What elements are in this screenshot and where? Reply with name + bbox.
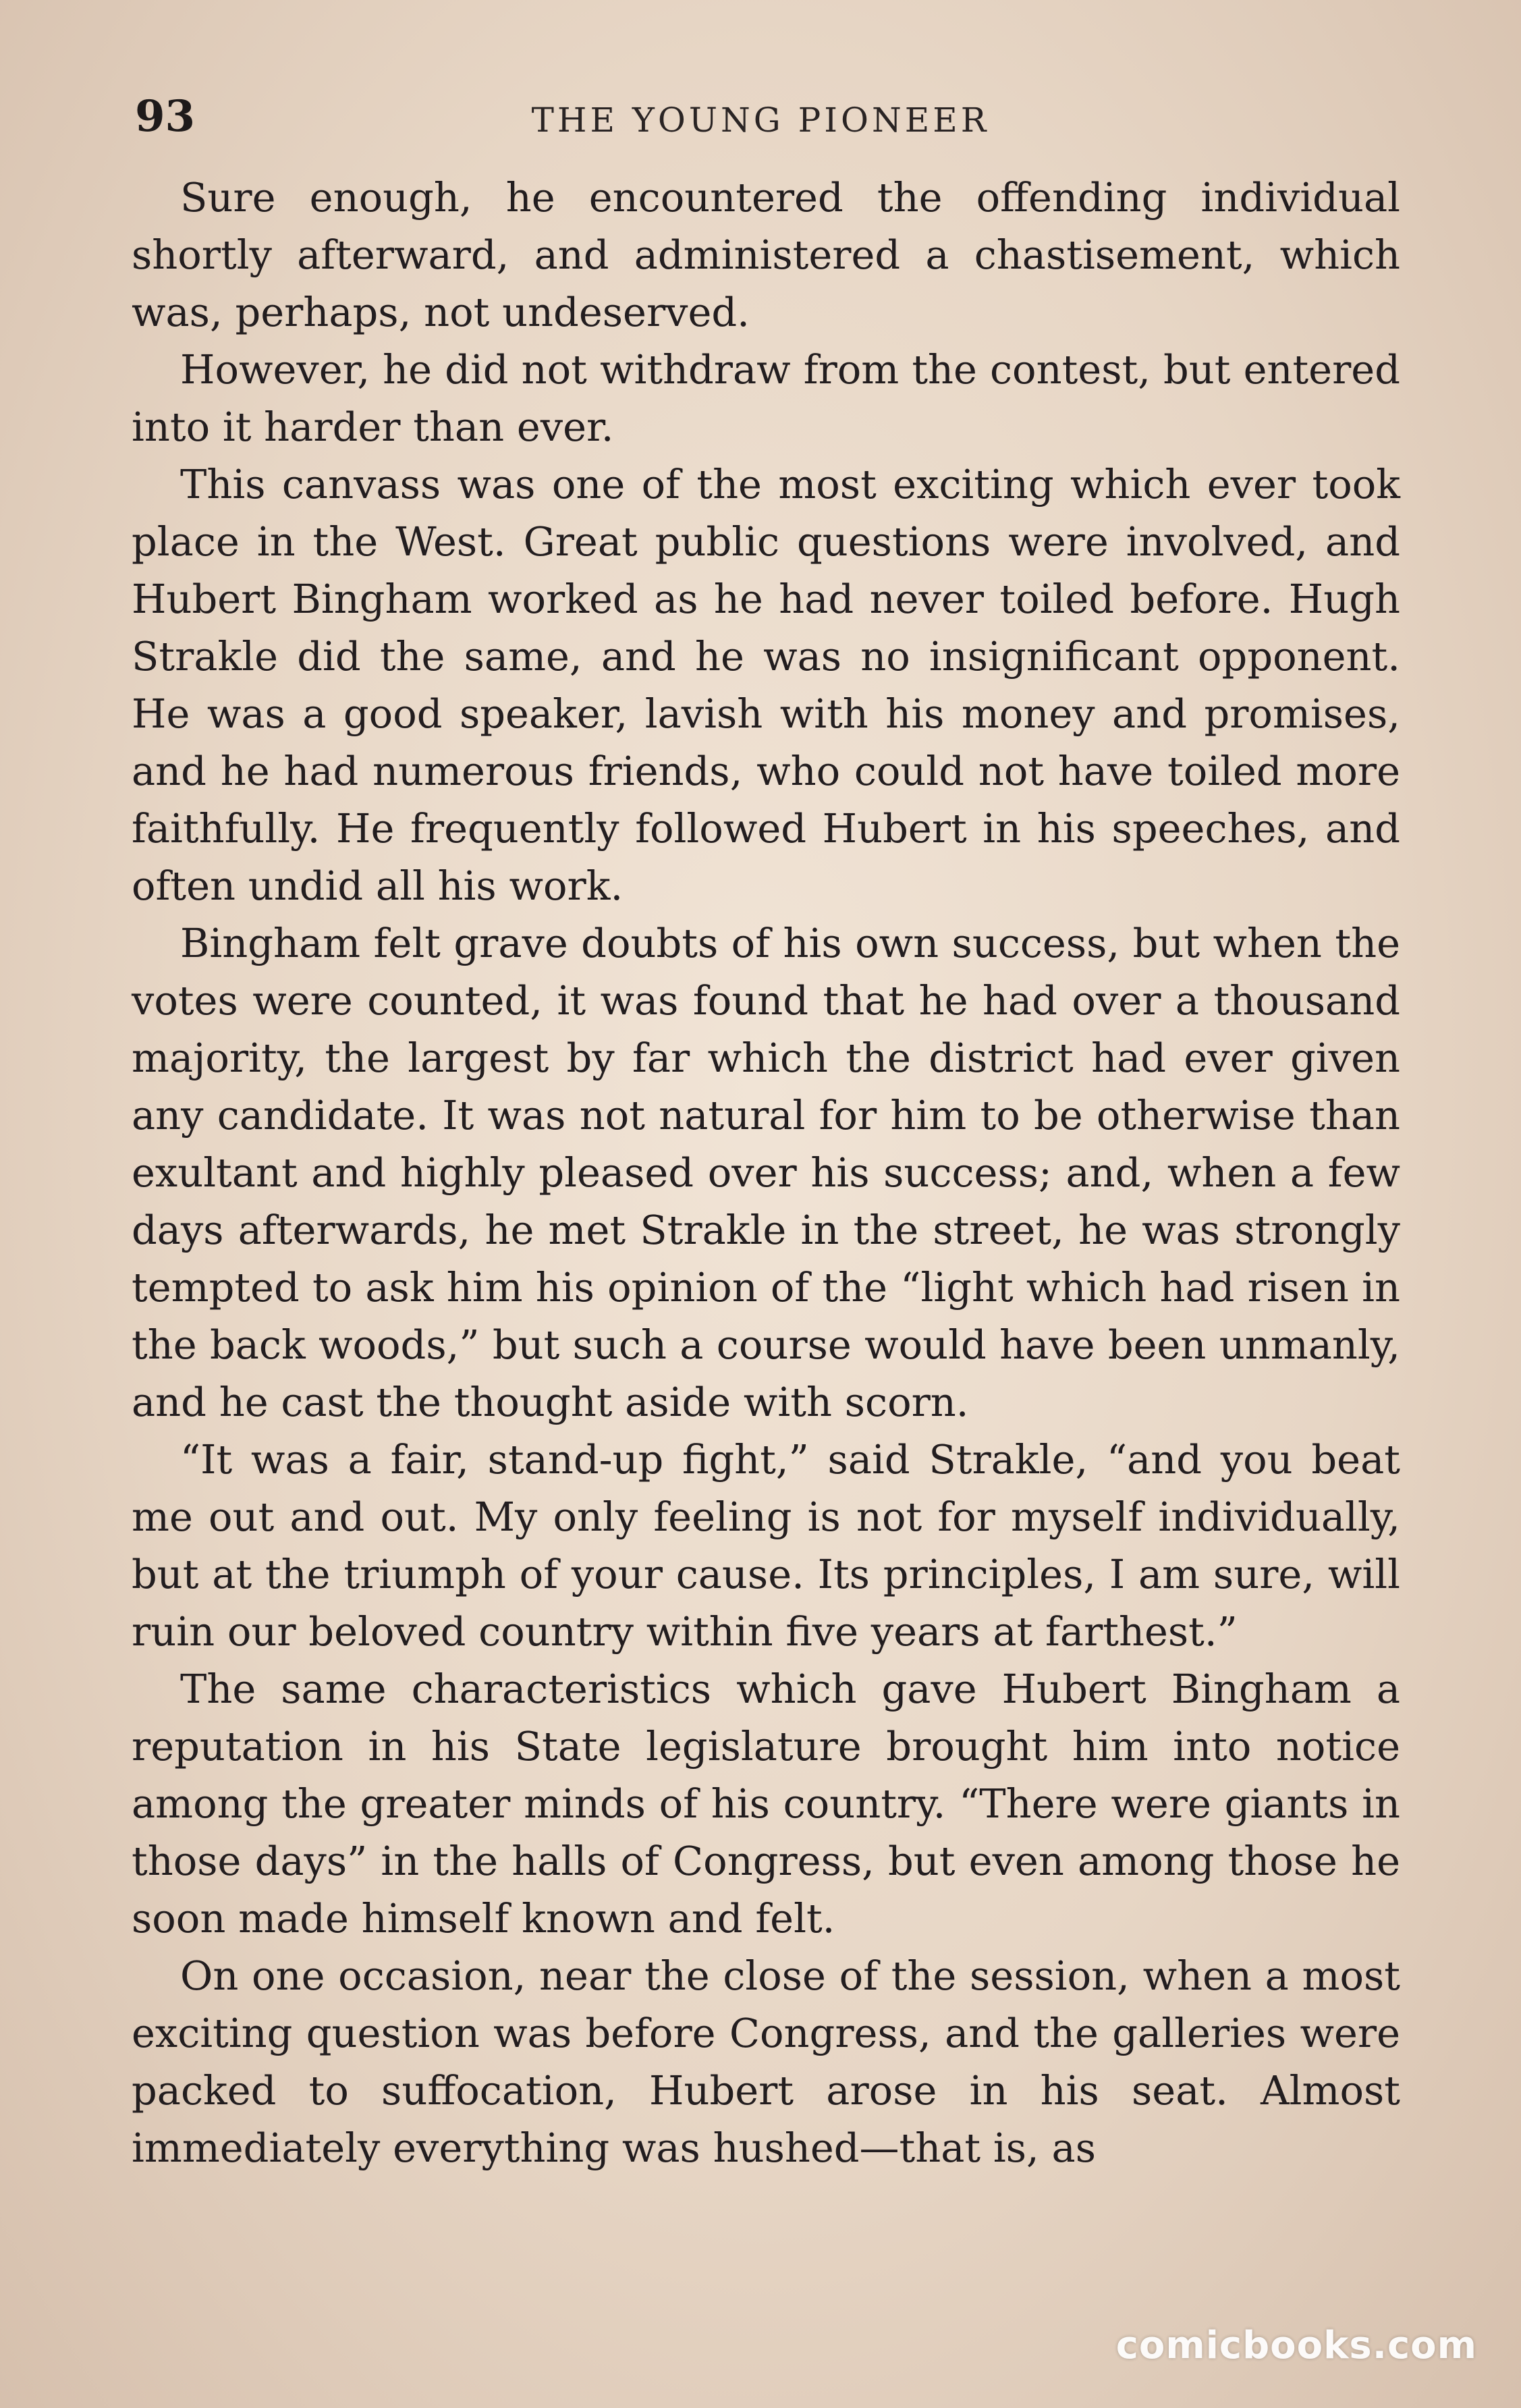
- paragraph-3: This canvass was one of the most exciting which ever took place in the West. Great public questions were involved, and Hubert Bingham worked as he had never toiled before. Hugh Strakle did the same, and he was no insignificant opponent. He was a good speaker, lavish with his money and promises, and he had numerous friends, who could not have toiled more faithfully. He frequently followed Hubert in his speeches, and often undid all his work.: [132, 461, 1400, 909]
- running-head: THE YOUNG PIONEER: [531, 101, 990, 140]
- watermark-logo: comicbooks.com: [1115, 2324, 1477, 2368]
- paragraph-5: “It was a fair, stand-up fight,” said Strakle, “and you beat me out and out. My only feeling is not for myself individually, but at the triumph of your cause. Its principles, I am sure, will ruin our beloved country within five years at farthest.”: [132, 1436, 1400, 1655]
- paragraph-1: Sure enough, he encountered the offending individual shortly afterward, and administered a chastisement, which was, perhaps, not undeserved.: [132, 174, 1400, 335]
- paragraph-7: On one occasion, near the close of the session, when a most exciting question was before Congress, and the galleries were packed to suffocation, Hubert arose in his seat. Almost immediately everything was hushed—that is, as: [132, 1952, 1400, 2171]
- body-text: [132, 169, 1400, 2177]
- page-number: 93: [135, 91, 196, 142]
- page-header: [135, 91, 1386, 152]
- paragraph-2: However, he did not withdraw from the contest, but entered into it harder than ever.: [132, 346, 1400, 450]
- paragraph-6: The same characteristics which gave Hubert Bingham a reputation in his State legislature brought him into notice among the greater minds of his country. “There were giants in those days” in the halls of Congress, but even among those he soon made himself known and felt.: [132, 1666, 1400, 1942]
- paragraph-4: Bingham felt grave doubts of his own success, but when the votes were counted, it was found that he had over a thousand majority, the largest by far which the district had ever given any candidate. It was not natural for him to be otherwise than exultant and highly pleased over his success; and, when a few days afterwards, he met Strakle in the street, he was strongly tempted to ask him his opinion of the “light which had risen in the back woods,” but such a course would have been unmanly, and he cast the thought aside with scorn.: [132, 920, 1400, 1425]
